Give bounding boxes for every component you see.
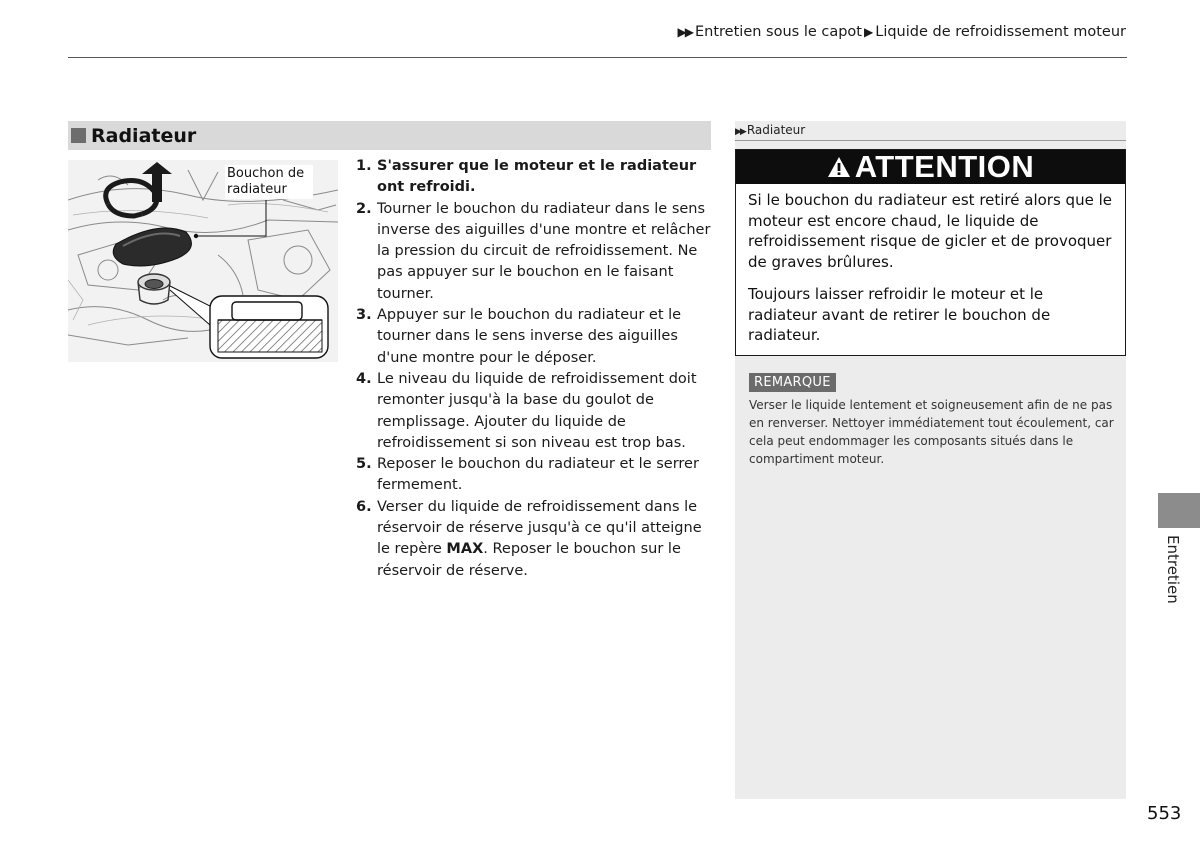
- callout-radiator-cap: Bouchon de radiateur: [225, 165, 313, 199]
- list-item: [356, 199, 716, 305]
- breadcrumb-item-entretien[interactable]: Entretien sous le capot: [695, 24, 862, 40]
- chapter-thumb-tab[interactable]: [1158, 493, 1200, 528]
- header-divider: [68, 57, 1127, 58]
- breadcrumb-arrow-icon: ▶: [864, 25, 874, 39]
- attention-body: [736, 184, 1125, 346]
- step-number: 5.: [356, 456, 372, 473]
- step-text: Le niveau du liquide de refroidissement doit remonter jusqu'à la base du goulot de remplissage. Ajouter du liquide de refroidissement si son niveau est trop bas.: [377, 370, 697, 451]
- remarque-badge: REMARQUE: [749, 373, 836, 392]
- sidebar-heading: [735, 121, 1126, 141]
- section-header: [68, 121, 711, 150]
- list-item: [356, 156, 716, 199]
- step-text-part: . Reposer le bouchon sur le réservoir de réserve.: [377, 541, 681, 579]
- step-text: [377, 497, 716, 582]
- step-number: 1.: [356, 158, 372, 174]
- section-title: Radiateur: [91, 124, 197, 147]
- step-number: 2.: [356, 200, 372, 217]
- step-number: 4.: [356, 370, 372, 387]
- procedure-steps: [356, 156, 716, 582]
- list-item: [356, 305, 716, 369]
- section-square-icon: [71, 128, 86, 143]
- breadcrumb: [678, 24, 1126, 40]
- sidebar-heading-label: Radiateur: [746, 123, 806, 137]
- attention-paragraph: Si le bouchon du radiateur est retiré alors que le moteur est encore chaud, le liquide de refroidissement risque de gicler et de provoquer de graves brûlures.: [748, 191, 1112, 271]
- sidebar-notes: [735, 121, 1126, 799]
- list-item: [356, 454, 716, 497]
- warning-triangle-icon: [827, 156, 851, 178]
- cross-reference-icon: ▶▶: [735, 127, 745, 137]
- list-item: [356, 497, 716, 582]
- list-item: [356, 369, 716, 454]
- remarque-text: Verser le liquide lentement et soigneusement afin de ne pas en renverser. Nettoyer immédiatement tout écoulement, car cela peut endommager les composants situés dans le compartiment moteur.: [749, 398, 1114, 466]
- radiator-illustration: [68, 160, 338, 362]
- page-number: 553: [1147, 803, 1182, 824]
- step-text-part: Verser du liquide de refroidissement dans le réservoir de réserve jusqu'à ce qu'il atteigne le repère: [377, 498, 702, 558]
- step-text: Appuyer sur le bouchon du radiateur et le tourner dans le sens inverse des aiguilles d'une montre pour le déposer.: [377, 307, 682, 366]
- attention-warning-box: [735, 149, 1126, 356]
- chapter-label: Entretien: [1164, 535, 1182, 604]
- attention-banner: [736, 150, 1125, 184]
- step-text: S'assurer que le moteur et le radiateur ont refroidi.: [377, 158, 697, 196]
- step-number: 6.: [356, 498, 372, 515]
- max-mark-label: MAX: [446, 541, 484, 558]
- breadcrumb-item-liquide[interactable]: Liquide de refroidissement moteur: [875, 24, 1126, 40]
- attention-paragraph: Toujours laisser refroidir le moteur et le radiateur avant de retirer le bouchon de radiateur.: [748, 285, 1051, 344]
- step-text: Tourner le bouchon du radiateur dans le sens inverse des aiguilles d'une montre et relâcher la pression du circuit de refroidissement. Ne pas appuyer sur le bouchon en le faisant tourner.: [377, 200, 711, 302]
- step-text: Reposer le bouchon du radiateur et le serrer fermement.: [377, 456, 699, 494]
- step-number: 3.: [356, 307, 372, 324]
- attention-title: ATTENTION: [854, 149, 1035, 184]
- breadcrumb-arrows-icon: ▶▶: [677, 25, 692, 39]
